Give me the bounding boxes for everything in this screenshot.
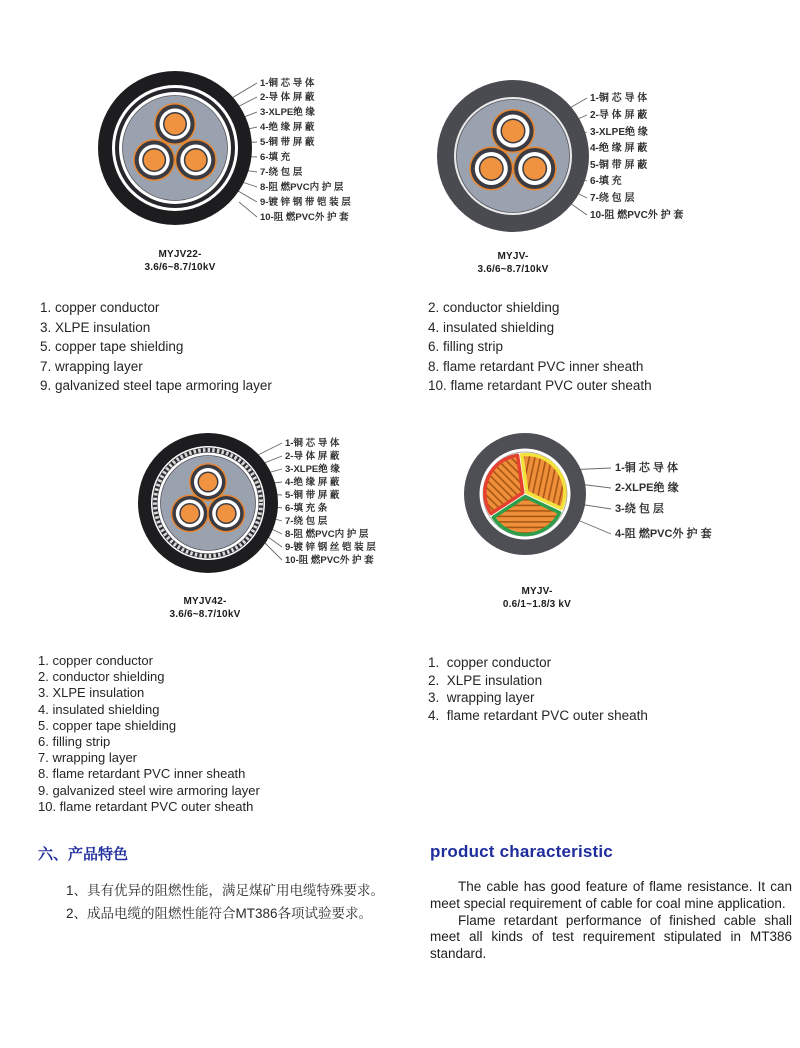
diagram-label: 2-导 体 屏 蔽 — [285, 451, 340, 462]
list-item: 9. galvanized steel wire armoring layer — [38, 782, 260, 798]
diagram-label: 1-铜 芯 导 体 — [285, 438, 340, 449]
diagram-label: 7-绕 包 层 — [590, 193, 635, 204]
list-item: 2. conductor shielding — [38, 669, 165, 685]
cable-body — [98, 71, 252, 225]
diagram-label: 7-绕 包 层 — [285, 516, 328, 527]
diagram-label: 10-阻 燃PVC外 护 套 — [590, 210, 684, 221]
cable-model: MYJV22- — [158, 249, 202, 260]
list-item: 3. XLPE insulation — [38, 685, 145, 701]
diagram-label: 6-填 充 — [590, 176, 622, 187]
diagram-myjv22 — [90, 55, 420, 290]
cable-body — [464, 433, 586, 555]
cable-voltage: 3.6/6~8.7/10kV — [144, 262, 216, 273]
diagram-label: 9-镀 锌 钢 带 铠 装 层 — [260, 197, 351, 208]
list-item: 1. copper conductor — [38, 653, 153, 668]
diagram-label: 3-XLPE绝 缘 — [590, 127, 648, 138]
diagram-label: 2-导 体 屏 蔽 — [260, 92, 315, 103]
list-item: 3. XLPE insulation — [40, 319, 151, 335]
diagram-label: 8-阻 燃PVC内 护 层 — [260, 182, 344, 193]
diagram-label: 3-XLPE绝 缘 — [260, 107, 315, 118]
diagram-labels — [260, 77, 351, 223]
diagram-label: 4-绝 缘 屏 蔽 — [285, 477, 340, 488]
diagram-label: 10-阻 燃PVC外 护 套 — [260, 212, 349, 223]
diagram-label: 1-铜 芯 导 体 — [260, 78, 315, 89]
diagram-caption — [100, 248, 260, 274]
diagram-myjv-10kv — [430, 60, 775, 290]
diagram-label: 6-填 充 — [260, 152, 291, 163]
list-item: 7. wrapping layer — [40, 358, 143, 374]
parts-list-odd — [40, 298, 400, 396]
diagram-labels — [615, 460, 712, 540]
diagram-label: 4-绝 缘 屏 蔽 — [260, 122, 315, 133]
list-item: 3. wrapping layer — [428, 690, 535, 705]
diagram-label: 1-铜 芯 导 体 — [590, 93, 648, 104]
features-en-heading: product characteristic — [430, 842, 613, 861]
diagram-label: 7-绕 包 层 — [260, 167, 303, 178]
list-item: 4. flame retardant PVC outer sheath — [428, 707, 648, 723]
list-item: 9. galvanized steel tape armoring layer — [40, 378, 272, 393]
diagram-label: 4-绝 缘 屏 蔽 — [590, 143, 648, 154]
list-item: 1. copper conductor — [40, 300, 160, 315]
diagram-myjv-1kv — [455, 425, 800, 615]
cable-model: MYJV42- — [183, 596, 227, 607]
diagram-caption — [457, 585, 617, 611]
diagram-label: 3-XLPE绝 缘 — [285, 464, 340, 475]
feature-item-cn: 2、成品电缆的阻燃性能符合MT386各项试验要求。 — [66, 906, 373, 921]
list-item: 8. flame retardant PVC inner sheath — [38, 766, 246, 782]
list-item: 10. flame retardant PVC outer sheath — [428, 378, 652, 393]
parts-list-even — [428, 298, 788, 396]
diagram-myjv42 — [110, 425, 450, 630]
feature-paragraph-en: Flame retardant performance of finished cable shall meet all kinds of test requirement stipulated in MT386 standard. — [430, 912, 792, 962]
parts-list-myjv42 — [38, 653, 408, 815]
list-item: 10. flame retardant PVC outer sheath — [38, 798, 254, 814]
parts-list-myjv-1kv — [428, 654, 788, 724]
diagram-label: 10-阻 燃PVC外 护 套 — [285, 555, 374, 566]
diagram-label: 1-铜 芯 导 体 — [615, 462, 678, 474]
cable-model: MYJV- — [497, 251, 529, 262]
diagram-label: 6-填 充 条 — [285, 503, 328, 514]
list-item: 2. XLPE insulation — [428, 672, 543, 688]
list-item: 5. copper tape shielding — [40, 339, 184, 354]
cable-model: MYJV- — [521, 586, 553, 597]
features-cn-heading: 六、产品特色 — [38, 846, 129, 863]
cable-voltage: 3.6/6~8.7/10kV — [169, 609, 241, 620]
diagram-caption — [433, 250, 593, 276]
diagram-label: 4-阻 燃PVC外 护 套 — [615, 528, 712, 540]
feature-paragraph-en: The cable has good feature of flame resistance. It can meet special requirement of cable for coal mine application. — [430, 879, 792, 911]
features-cn-list — [66, 879, 406, 925]
diagram-labels — [285, 437, 376, 566]
list-item: 7. wrapping layer — [38, 750, 137, 766]
cable-voltage: 0.6/1~1.8/3 kV — [502, 599, 572, 610]
list-item: 6. filling strip — [38, 734, 111, 750]
list-item: 1. copper conductor — [428, 655, 552, 670]
list-item: 8. flame retardant PVC inner sheath — [428, 358, 644, 374]
list-item: 6. filling strip — [428, 339, 504, 354]
cable-body — [437, 80, 589, 232]
diagram-label: 5-铜 带 屏 蔽 — [260, 137, 315, 148]
list-item: 4. insulated shielding — [428, 319, 555, 335]
diagram-label: 5-铜 带 屏 蔽 — [590, 160, 648, 171]
diagram-label: 8-阻 燃PVC内 护 层 — [285, 529, 369, 540]
cable-body — [138, 433, 278, 573]
diagram-label: 5-铜 带 屏 蔽 — [285, 490, 340, 501]
list-item: 2. conductor shielding — [428, 300, 560, 315]
diagram-label: 2-导 体 屏 蔽 — [590, 110, 648, 121]
list-item: 4. insulated shielding — [38, 701, 160, 717]
diagram-label: 2-XLPE绝 缘 — [615, 482, 679, 494]
diagram-label: 9-镀 锌 钢 丝 铠 装 层 — [285, 542, 376, 553]
cable-voltage: 3.6/6~8.7/10kV — [477, 264, 549, 275]
diagram-caption — [125, 595, 285, 621]
diagram-labels — [590, 91, 683, 221]
features-en-text — [430, 879, 792, 963]
list-item: 5. copper tape shielding — [38, 717, 177, 733]
feature-item-cn: 1、具有优异的阻燃性能，满足煤矿用电缆特殊要求。 — [66, 883, 385, 898]
diagram-label: 3-绕 包 层 — [615, 503, 664, 515]
